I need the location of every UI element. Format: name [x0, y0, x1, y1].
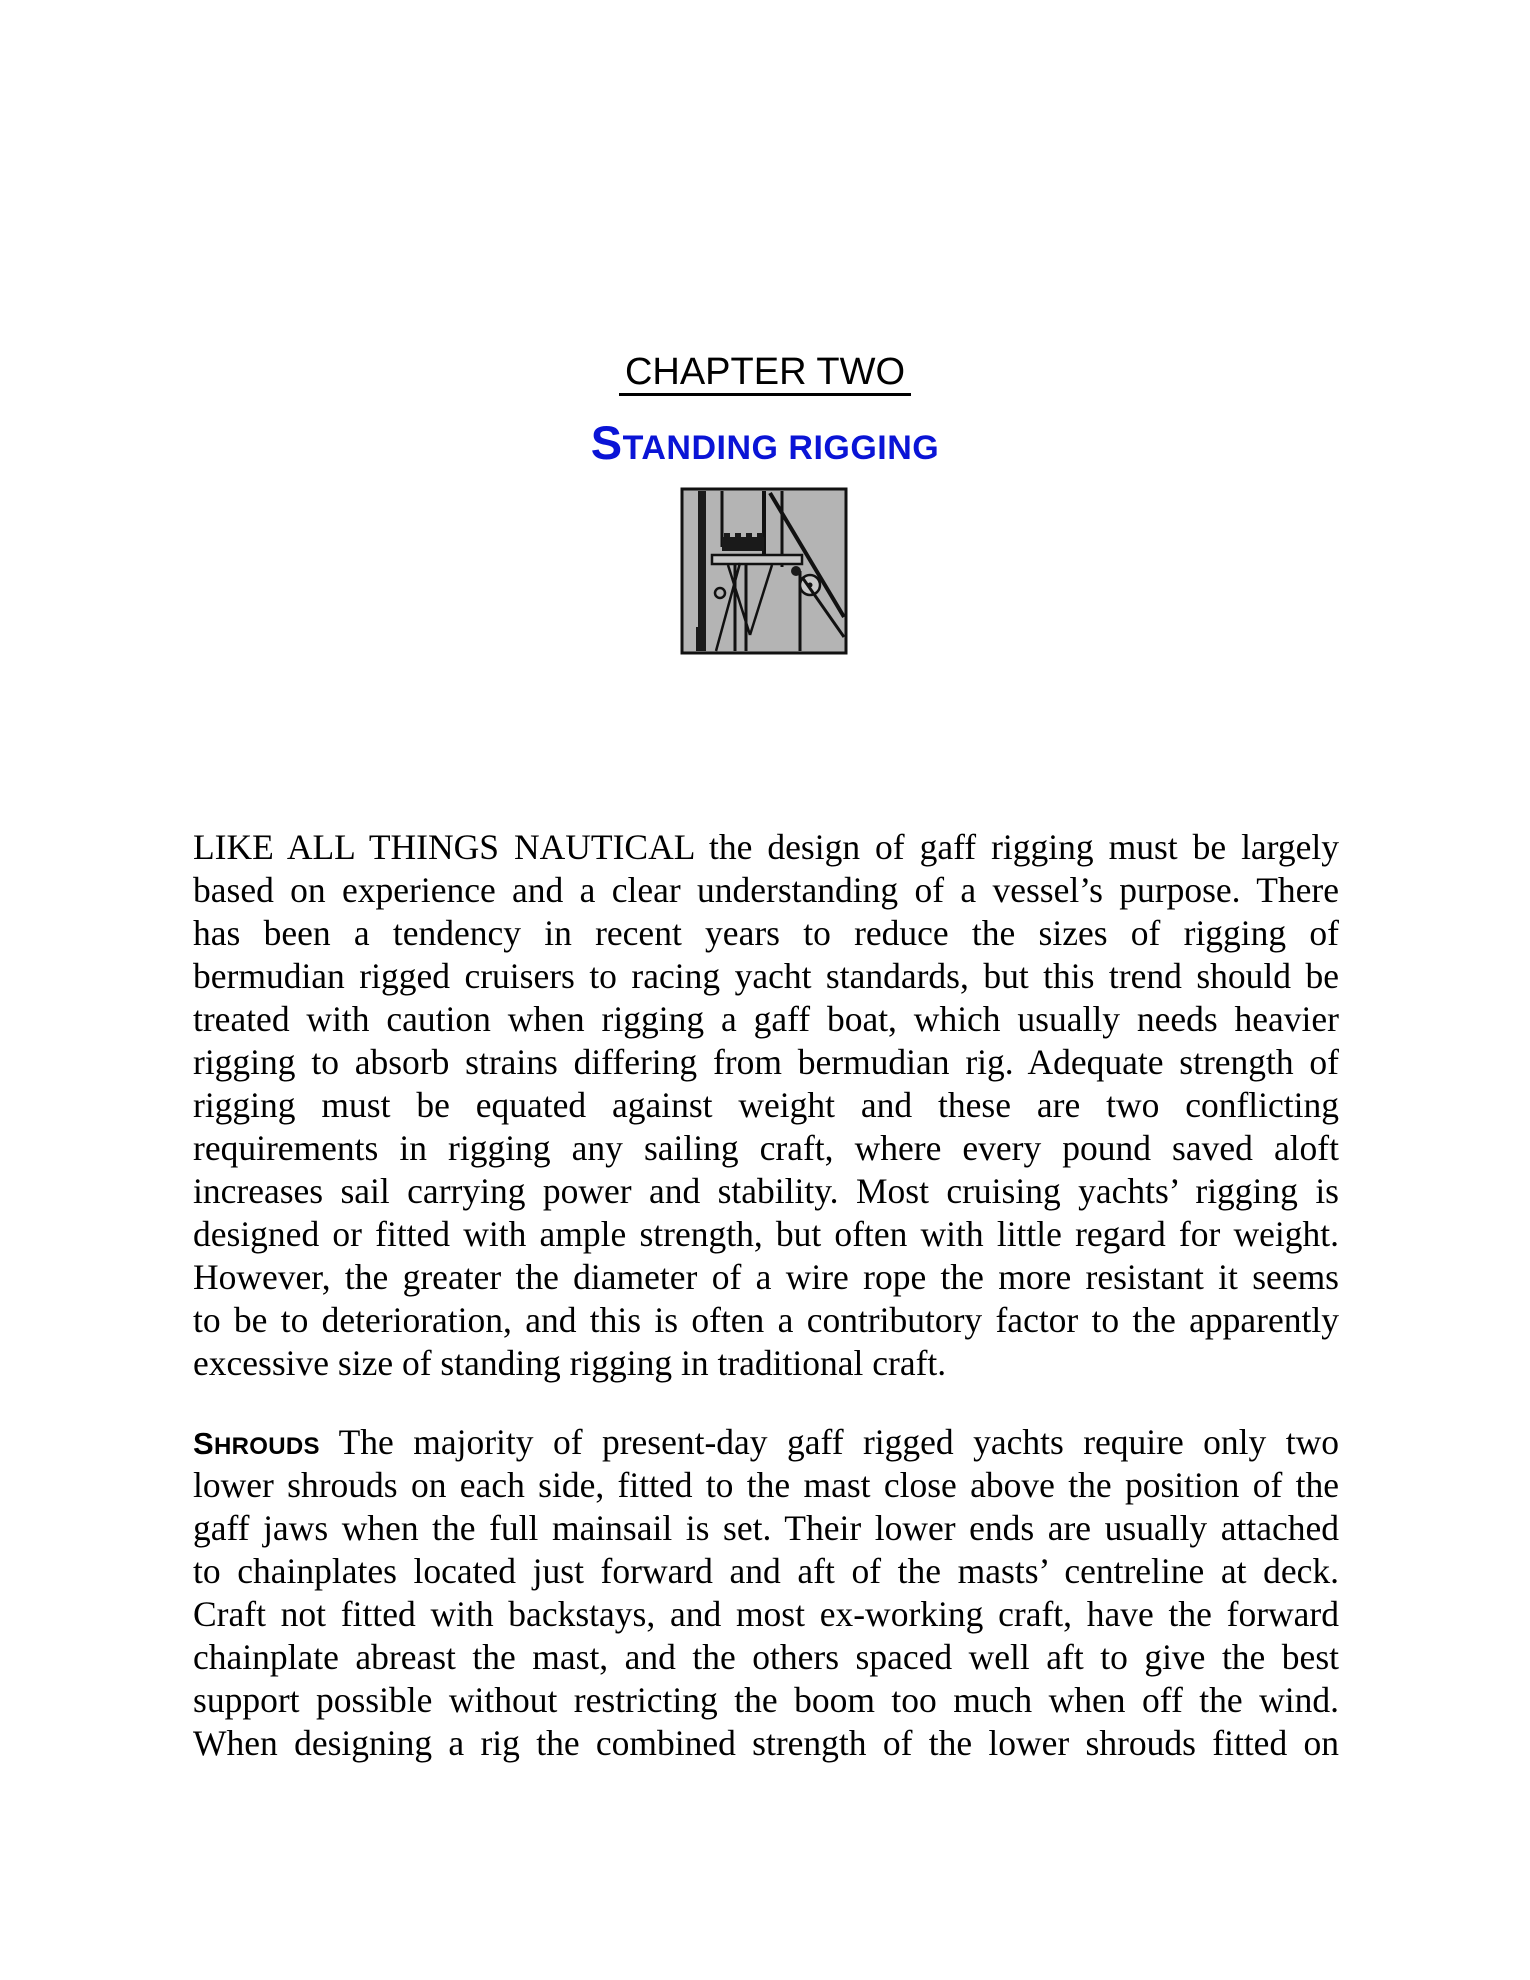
paragraph-shrouds — [193, 1421, 1339, 1765]
text-line: rigging must be equated against weight and these are two conflicting — [193, 1085, 1339, 1125]
text-line: based on experience and a clear understanding of a vessel’s purpose. There — [193, 870, 1339, 910]
text-line: When designing a rig the combined strength of the lower shrouds fitted on — [193, 1723, 1339, 1763]
chapter-label — [0, 352, 1530, 396]
text-line: treated with caution when rigging a gaff boat, which usually needs heavier — [193, 999, 1339, 1039]
text-line: LIKE ALL THINGS NAUTICAL the design of gaff rigging must be largely — [193, 827, 1339, 867]
chapter-title-initial: S — [590, 416, 623, 469]
chapter-number: CHAPTER TWO — [619, 352, 911, 396]
text-line: chainplate abreast the mast, and the others spaced well aft to give the best — [193, 1637, 1339, 1677]
text-line: excessive size of standing rigging in traditional craft. — [193, 1343, 947, 1383]
paragraph-intro — [193, 826, 1339, 1385]
text-line: to chainplates located just forward and aft of the masts’ centreline at deck. — [193, 1551, 1339, 1591]
runin-initial: S — [193, 1426, 214, 1461]
text-line: gaff jaws when the full mainsail is set. Their lower ends are usually attached — [193, 1508, 1339, 1548]
first-line-text: The majority of present-day gaff rigged yachts require only two — [319, 1422, 1339, 1462]
text-line: to be to deterioration, and this is often a contributory factor to the apparently — [193, 1300, 1339, 1340]
runin-rest: HROUDS — [213, 1433, 320, 1460]
section-runin-heading — [193, 1426, 320, 1461]
mast-rigging-illustration-icon — [680, 487, 848, 655]
text-line: lower shrouds on each side, fitted to the mast close above the position of the — [193, 1465, 1339, 1505]
text-line: However, the greater the diameter of a wire rope the more resistant it seems — [193, 1257, 1339, 1297]
chapter-title — [0, 418, 1530, 473]
text-line: has been a tendency in recent years to reduce the sizes of rigging of — [193, 913, 1339, 953]
text-line: requirements in rigging any sailing craft, where every pound saved aloft — [193, 1128, 1339, 1168]
text-line-first — [193, 1421, 1339, 1464]
text-line: bermudian rigged cruisers to racing yacht standards, but this trend should be — [193, 956, 1339, 996]
text-line: increases sail carrying power and stability. Most cruising yachts’ rigging is — [193, 1171, 1339, 1211]
text-line: designed or fitted with ample strength, but often with little regard for weight. — [193, 1214, 1339, 1254]
text-line: rigging to absorb strains differing from bermudian rig. Adequate strength of — [193, 1042, 1339, 1082]
chapter-title-rest: TANDING RIGGING — [622, 429, 940, 467]
text-line: support possible without restricting the boom too much when off the wind. — [193, 1680, 1339, 1720]
text-line: Craft not fitted with backstays, and most ex-working craft, have the forward — [193, 1594, 1339, 1634]
